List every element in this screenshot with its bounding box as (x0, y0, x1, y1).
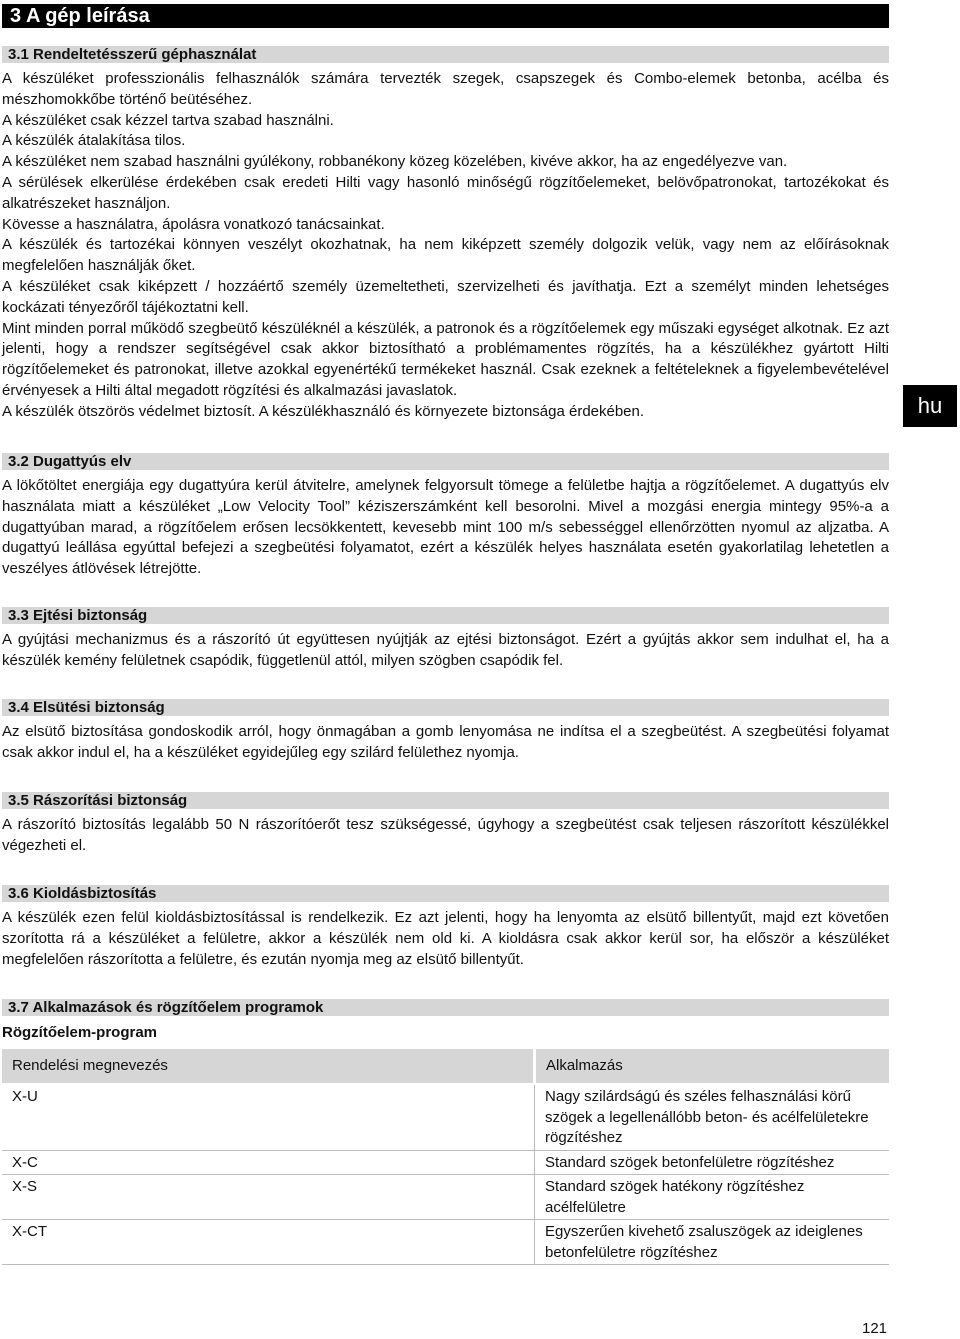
table-row (2, 1084, 889, 1150)
order-name-cell: X-S (2, 1175, 535, 1220)
section-title-3-2: 3.2 Dugattyús elv (2, 453, 889, 470)
order-name-cell: X-C (2, 1150, 535, 1175)
table-row (2, 1220, 889, 1265)
chapter-title: 3 A gép leírása (2, 4, 889, 28)
paragraph: A készüléket csak kézzel tartva szabad használni. (2, 111, 334, 129)
section-body-3-2 (2, 476, 889, 580)
paragraph: Mint minden porral működő szegbeütő készüléknél a készülék, a patronok és a rögzítőelemek egy műszaki egységet alkotnak. Ez azt jelenti, hogy a rendszer segítségével csak akkor biztosítható a problémamentes rögzítés, ha a készülékhez gyártott Hilti rögzítőelemeket és patronokat, illetve azokkal egyenértékű termékeket használ. Csak ezeknek a feltételeknek a figyelembevételével érvényesek a Hilti által megadott rögzítési és alkalmazási javaslatok. (2, 319, 889, 399)
paragraph: A készüléket professzionális felhasználók számára tervezték szegek, csapszegek és Combo-elemek betonba, acélba és mészhomokkőbe történő beütéséhez. (2, 70, 889, 108)
paragraph: A készülék ezen felül kioldásbiztosítással is rendelkezik. Ez azt jelenti, hogy ha lenyomta az elsütő billentyűt, majd ezt követően szorította rá a készüléket a felületre, akkor a készülék nem old ki. A kioldásra csak akkor kerül sor, ha először a készüléket megfelelően rászorította a felületre, és ezután nyomja meg az elsütő billentyűt. (2, 909, 889, 968)
section-body-3-3 (2, 630, 889, 672)
section-body-3-6 (2, 908, 889, 970)
section-title-3-7: 3.7 Alkalmazások és rögzítőelem programok (2, 999, 889, 1016)
paragraph: A készülék ötszörös védelmet biztosít. A készülékhasználó és környezete biztonsága érdekében. (2, 402, 645, 420)
section-title-3-6: 3.6 Kioldásbiztosítás (2, 885, 889, 902)
paragraph: A rászorító biztosítás legalább 50 N rászorítóerőt tesz szükségessé, úgyhogy a szegbeütést csak teljesen rászorított készülékkel végezheti el. (2, 816, 889, 854)
section-title-3-5: 3.5 Rászorítási biztonság (2, 792, 889, 809)
paragraph: Kövesse a használatra, ápolásra vonatkozó tanácsainkat. (2, 215, 385, 233)
table-row (2, 1150, 889, 1175)
application-cell: Nagy szilárdságú és széles felhasználási körű szögek a legellenállóbb beton- és acélfelületekre rögzítéshez (535, 1084, 890, 1150)
page-number: 121 (862, 1320, 888, 1337)
paragraph: A gyújtási mechanizmus és a rászorító út együttesen nyújtják az ejtési biztonságot. Ezért a gyújtás akkor sem indulhat el, ha a készülék kemény felületnek csapódik, függetlenül attól, milyen szögben csapódik fel. (2, 631, 889, 669)
application-cell: Standard szögek betonfelületre rögzítéshez (535, 1150, 890, 1175)
language-tab: hu (903, 385, 957, 427)
section-title-3-3: 3.3 Ejtési biztonság (2, 607, 889, 624)
paragraph: A készüléket csak kiképzett / hozzáértő személy üzemeltetheti, szervizelheti és javíthatja. Ezt a személyt minden lehetséges kockázati tényezőről tájékoztatni kell. (2, 277, 889, 316)
column-header-application: Alkalmazás (535, 1049, 890, 1084)
fastener-program-table (2, 1049, 889, 1265)
paragraph: A készülék átalakítása tilos. (2, 132, 186, 150)
table-header-row (2, 1049, 889, 1084)
paragraph: A sérülések elkerülése érdekében csak eredeti Hilti vagy hasonló minőségű rögzítőelemeket, belövőpatronokat, tartozékokat és alkatrészeket használjon. (2, 173, 889, 212)
fastener-program-heading: Rögzítőelem-program (2, 1024, 158, 1041)
order-name-cell: X-CT (2, 1220, 535, 1265)
column-header-order-name: Rendelési megnevezés (2, 1049, 535, 1084)
section-body-3-4 (2, 722, 889, 764)
section-body-3-1 (2, 69, 889, 423)
application-cell: Standard szögek hatékony rögzítéshez acélfelületre (535, 1175, 890, 1220)
paragraph: A készüléket nem szabad használni gyúlékony, robbanékony közeg közelében, kivéve akkor, ha az engedélyezve van. (2, 153, 788, 171)
section-body-3-5 (2, 815, 889, 857)
section-title-3-4: 3.4 Elsütési biztonság (2, 699, 889, 716)
paragraph: A lökőtöltet energiája egy dugattyúra kerül átvitelre, amelynek felgyorsult tömege a felületbe hajtja a rögzítőelemet. A dugattyús elv használata miatt a készüléket „Low Velocity Tool” kéziszerszámként kell besorolni. Mivel a mozgási energia mintegy 95%-a a dugattyúban marad, a rögzítőelem erősen lecsökkentett, kevesebb mint 100 m/s sebességgel ellenőrzötten nyomul az aljzatba. A dugattyú leállása egyúttal befejezi a szegbeütési folyamatot, ezért a készülék helyes használata esetén gyakorlatilag lehetetlen a veszélyes átlövések létrejötte. (2, 477, 889, 578)
table-row (2, 1175, 889, 1220)
section-title-3-1: 3.1 Rendeltetésszerű géphasználat (2, 46, 889, 63)
application-cell: Egyszerűen kivehető zsaluszögek az ideiglenes betonfelületre rögzítéshez (535, 1220, 890, 1265)
paragraph: A készülék és tartozékai könnyen veszélyt okozhatnak, ha nem kiképzett személy dolgozik velük, vagy nem az előírásoknak megfelelően használják őket. (2, 236, 889, 275)
paragraph: Az elsütő biztosítása gondoskodik arról, hogy önmagában a gomb lenyomása ne indítsa el a szegbeütést. A szegbeütési folyamat csak akkor indul el, ha a készüléket egyidejűleg egy szilárd felülethez nyomja. (2, 723, 889, 761)
order-name-cell: X-U (2, 1084, 535, 1150)
